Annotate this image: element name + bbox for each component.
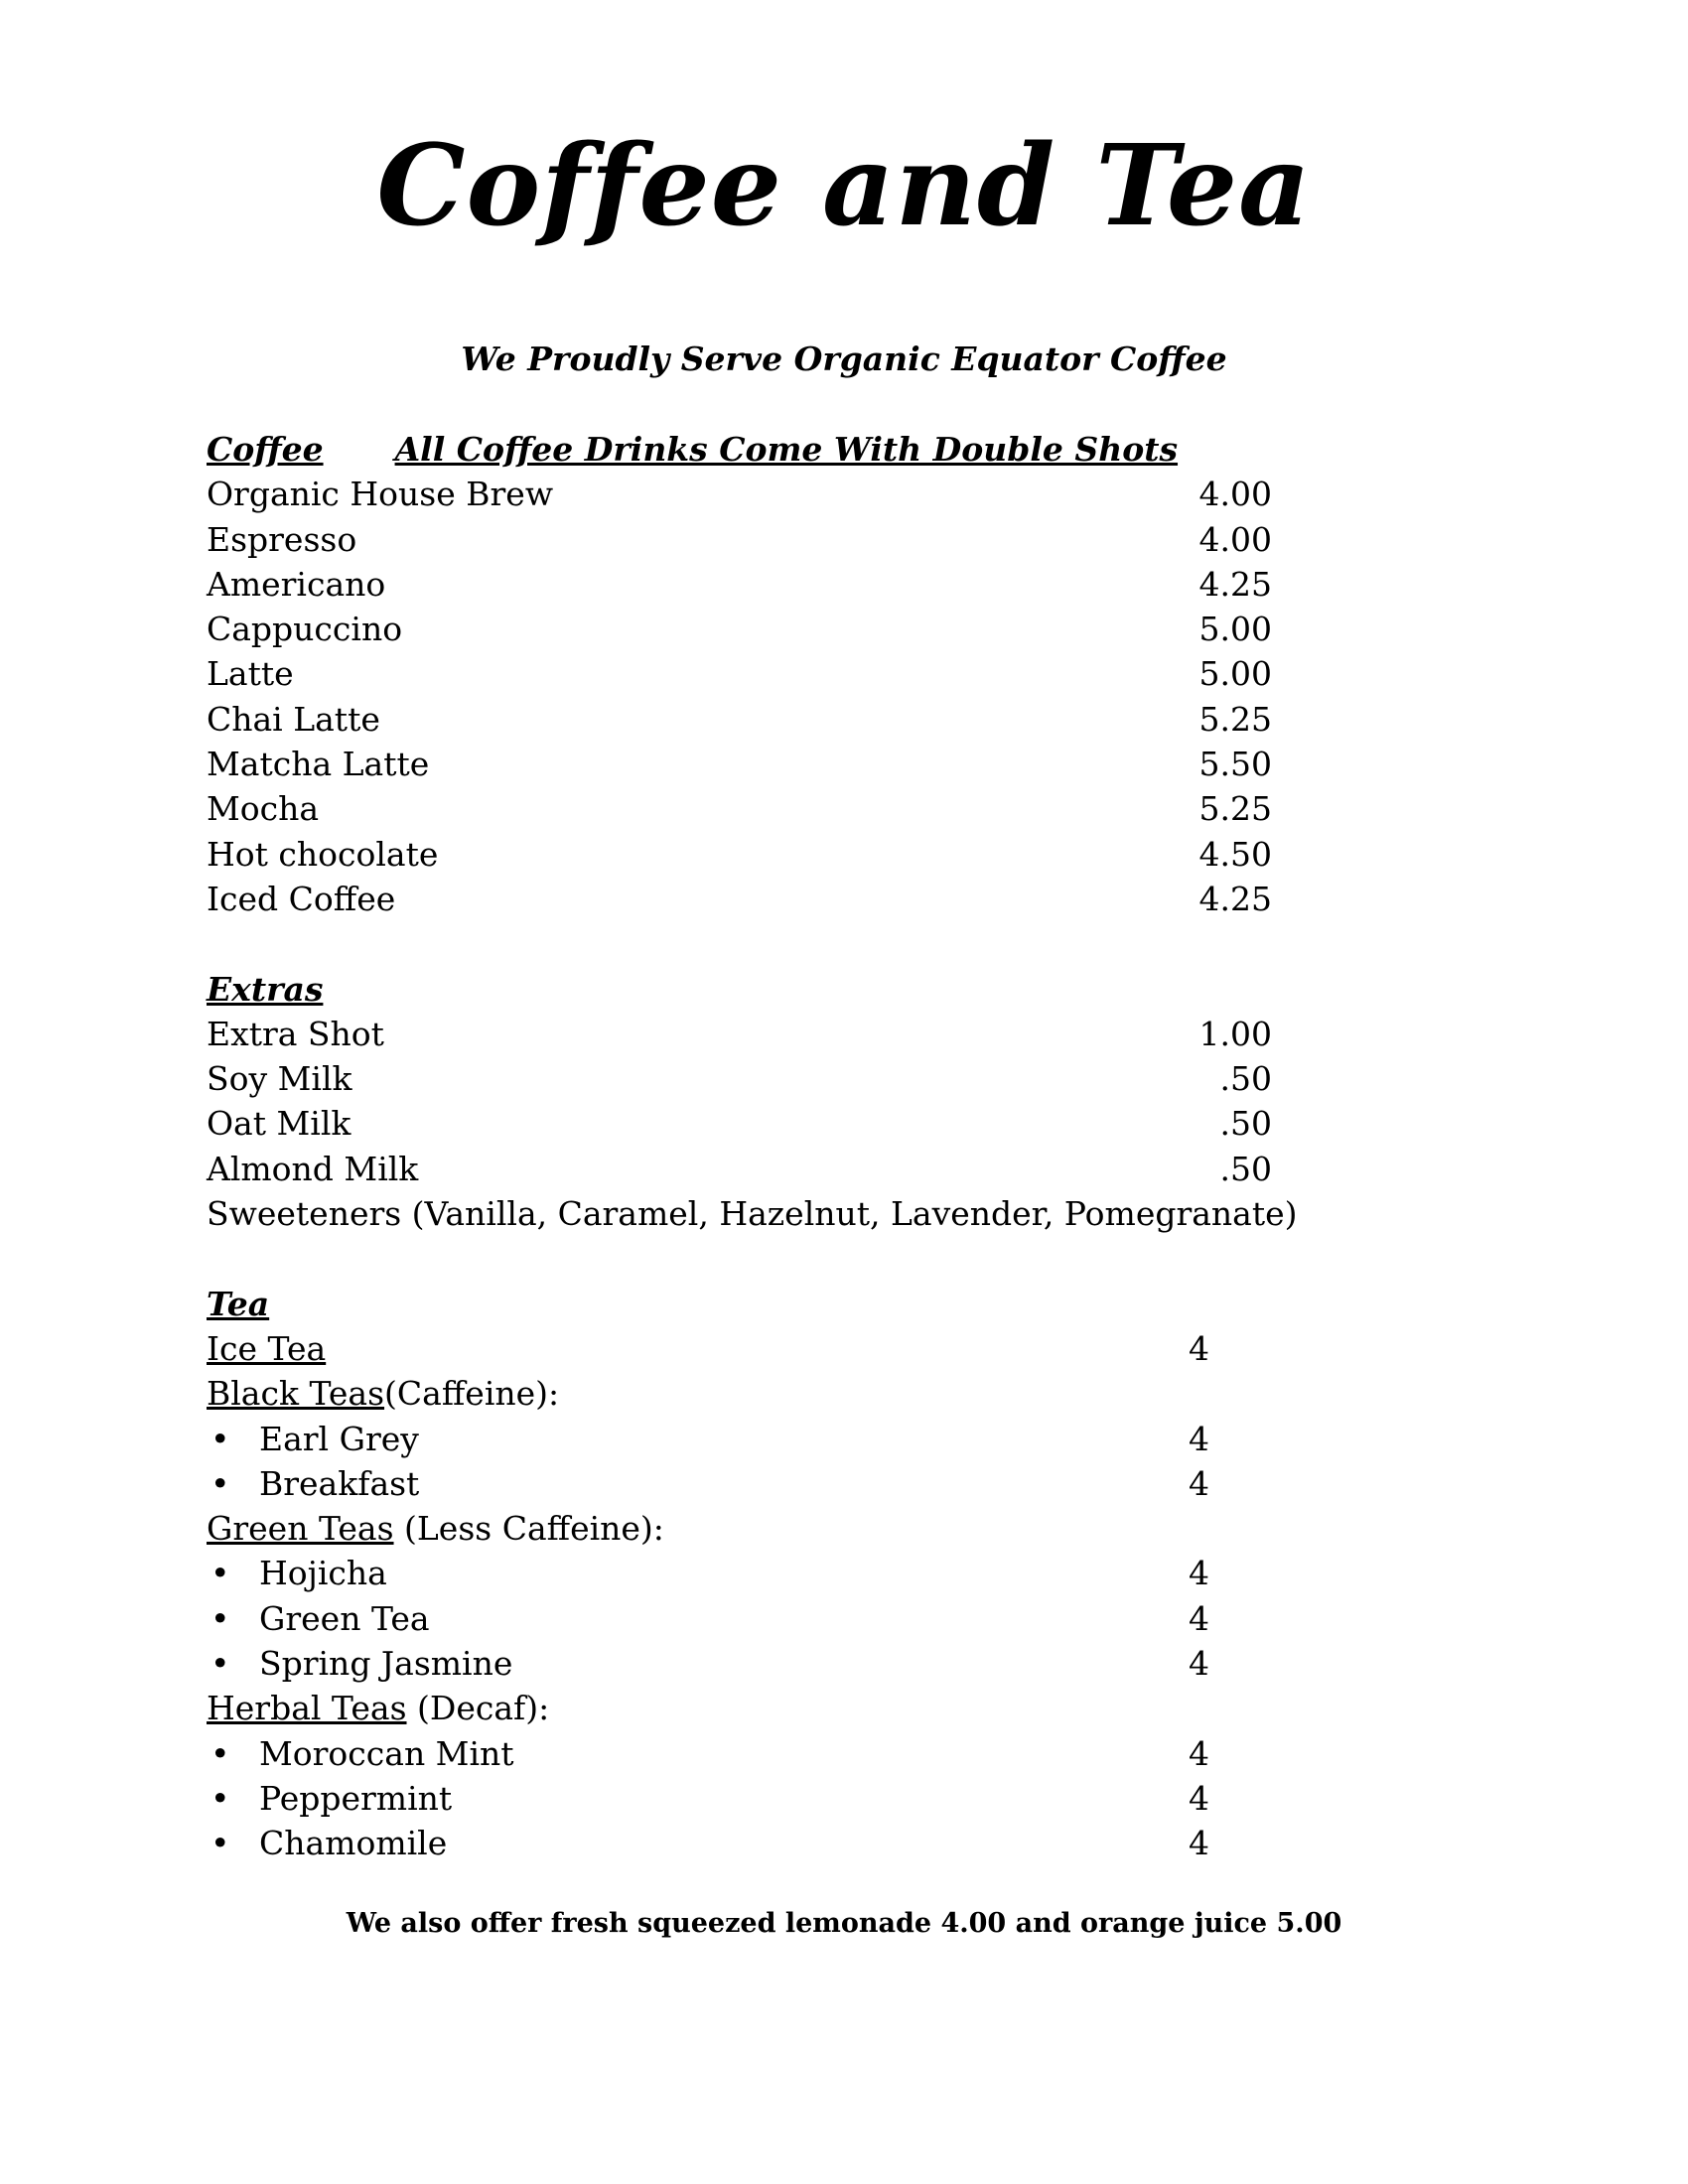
page-title: Coffee and Tea bbox=[376, 121, 1312, 251]
subtitle: We Proudly Serve Organic Equator Coffee bbox=[461, 340, 1227, 378]
item-name: Spring Jasmine bbox=[259, 1644, 513, 1684]
item-name: Ice Tea bbox=[207, 1328, 327, 1368]
coffee-note: All Coffee Drinks Come With Double Shots bbox=[394, 430, 1179, 469]
tea-group-heading bbox=[207, 1506, 1497, 1551]
menu-item bbox=[207, 607, 1497, 651]
menu-item bbox=[207, 1012, 1497, 1056]
bullet-icon: • bbox=[211, 1778, 230, 1818]
item-price: 4 bbox=[1189, 1463, 1209, 1503]
tea-group-name: Green Teas bbox=[207, 1509, 394, 1549]
item-name: Latte bbox=[207, 654, 294, 694]
item-name: Moroccan Mint bbox=[259, 1733, 514, 1773]
item-name: Soy Milk bbox=[207, 1059, 352, 1099]
bullet-icon: • bbox=[211, 1463, 230, 1503]
item-name: Chamomile bbox=[259, 1824, 448, 1863]
item-name: Mocha bbox=[207, 789, 320, 829]
item-name: Americano bbox=[207, 564, 386, 604]
item-name: Extra Shot bbox=[207, 1014, 384, 1053]
item-price: 4 bbox=[1189, 1419, 1209, 1458]
bullet-icon: • bbox=[211, 1598, 230, 1638]
item-price: 1.00 bbox=[1198, 1014, 1272, 1053]
item-price: .50 bbox=[1219, 1149, 1272, 1188]
item-name: Green Tea bbox=[259, 1598, 430, 1638]
item-price: 5.25 bbox=[1198, 699, 1272, 739]
item-price: 4 bbox=[1189, 1824, 1209, 1863]
item-price: 5.00 bbox=[1198, 610, 1272, 649]
item-name: Almond Milk bbox=[207, 1149, 419, 1188]
bullet-icon: • bbox=[211, 1733, 230, 1773]
item-name: Espresso bbox=[207, 519, 357, 559]
item-name: Iced Coffee bbox=[207, 879, 396, 918]
menu-item bbox=[207, 1731, 1497, 1776]
item-price: 4.00 bbox=[1198, 475, 1272, 514]
menu-item bbox=[207, 877, 1497, 921]
item-name: Organic House Brew bbox=[207, 475, 554, 514]
tea-group-note: (Caffeine): bbox=[384, 1374, 560, 1414]
bullet-icon: • bbox=[211, 1554, 230, 1593]
item-price: 4 bbox=[1189, 1733, 1209, 1773]
extras-heading: Extras bbox=[207, 969, 324, 1009]
menu-item bbox=[207, 697, 1497, 742]
menu-item bbox=[207, 1417, 1497, 1461]
menu-item-ice-tea bbox=[207, 1326, 1497, 1371]
item-price: 4 bbox=[1189, 1554, 1209, 1593]
item-price: 4.25 bbox=[1198, 879, 1272, 918]
bullet-icon: • bbox=[211, 1419, 230, 1458]
item-price: 5.00 bbox=[1198, 654, 1272, 694]
sweeteners: Sweeteners (Vanilla, Caramel, Hazelnut, Lavender, Pomegranate) bbox=[207, 1194, 1298, 1234]
menu-item bbox=[207, 1056, 1497, 1101]
menu-item bbox=[207, 1551, 1497, 1595]
item-price: .50 bbox=[1219, 1104, 1272, 1144]
menu-item bbox=[207, 1147, 1497, 1191]
item-name: Earl Grey bbox=[259, 1419, 419, 1458]
item-price: 4.50 bbox=[1198, 834, 1272, 874]
tea-heading: Tea bbox=[207, 1284, 270, 1323]
item-price: 4 bbox=[1189, 1778, 1209, 1818]
item-name: Breakfast bbox=[259, 1463, 420, 1503]
item-name: Hot chocolate bbox=[207, 834, 439, 874]
tea-group-heading bbox=[207, 1371, 1497, 1416]
item-name: Cappuccino bbox=[207, 610, 403, 649]
menu bbox=[207, 427, 1497, 1866]
coffee-heading-label: Coffee bbox=[207, 430, 324, 469]
menu-item bbox=[207, 1101, 1497, 1146]
item-price: 4 bbox=[1189, 1328, 1209, 1368]
tea-group-note: (Less Caffeine): bbox=[393, 1509, 664, 1549]
menu-item bbox=[207, 1641, 1497, 1686]
menu-item bbox=[207, 832, 1497, 877]
coffee-list bbox=[207, 472, 1497, 921]
item-price: 5.25 bbox=[1198, 789, 1272, 829]
item-name: Chai Latte bbox=[207, 699, 380, 739]
item-name: Peppermint bbox=[259, 1778, 453, 1818]
menu-item bbox=[207, 1776, 1497, 1821]
tea-group-name: Black Teas bbox=[207, 1374, 385, 1414]
tea-group-note: (Decaf): bbox=[406, 1689, 550, 1728]
menu-item bbox=[207, 786, 1497, 831]
tea-group-name: Herbal Teas bbox=[207, 1689, 407, 1728]
menu-item bbox=[207, 742, 1497, 786]
menu-item bbox=[207, 562, 1497, 607]
tea-group-heading bbox=[207, 1686, 1497, 1730]
item-name: Oat Milk bbox=[207, 1104, 352, 1144]
tea-list bbox=[207, 1371, 1497, 1865]
bullet-icon: • bbox=[211, 1644, 230, 1684]
bullet-icon: • bbox=[211, 1824, 230, 1863]
menu-item bbox=[207, 517, 1497, 562]
item-name: Matcha Latte bbox=[207, 745, 430, 784]
menu-item bbox=[207, 472, 1497, 516]
item-name: Hojicha bbox=[259, 1554, 387, 1593]
menu-item bbox=[207, 1596, 1497, 1641]
footer-note: We also offer fresh squeezed lemonade 4.00 and orange juice 5.00 bbox=[346, 1908, 1342, 1939]
item-price: 4 bbox=[1189, 1598, 1209, 1638]
item-price: 4.00 bbox=[1198, 519, 1272, 559]
item-price: 5.50 bbox=[1198, 745, 1272, 784]
item-price: .50 bbox=[1219, 1059, 1272, 1099]
coffee-heading bbox=[207, 427, 1497, 472]
menu-item bbox=[207, 651, 1497, 696]
item-price: 4.25 bbox=[1198, 564, 1272, 604]
item-price: 4 bbox=[1189, 1644, 1209, 1684]
extras-list bbox=[207, 1012, 1497, 1191]
menu-item bbox=[207, 1821, 1497, 1865]
menu-item bbox=[207, 1461, 1497, 1506]
